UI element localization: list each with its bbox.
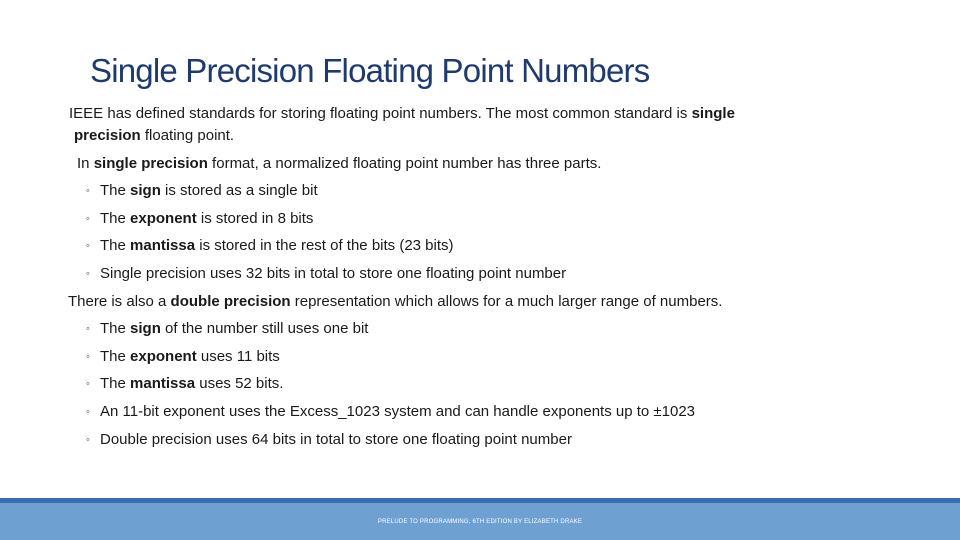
bullet-text: The bbox=[100, 182, 131, 199]
paragraph-text: format, a normalized floating point number has three parts. bbox=[207, 155, 602, 172]
bullet-text: The bbox=[100, 237, 131, 254]
bullet-item bbox=[86, 236, 454, 256]
paragraph-bold: single precision bbox=[93, 155, 208, 172]
paragraph-bold: single bbox=[691, 105, 735, 122]
bullet-item bbox=[86, 181, 318, 201]
paragraph-bold: precision bbox=[74, 127, 141, 144]
bullet-item bbox=[86, 374, 283, 394]
bullet-marker: ◦ bbox=[86, 213, 90, 225]
slide-title: Single Precision Floating Point Numbers bbox=[90, 52, 650, 89]
bullet-item bbox=[86, 402, 695, 422]
paragraph-text: IEEE has defined standards for storing floating point numbers. The most common standard is bbox=[69, 105, 692, 122]
bullet-marker: ◦ bbox=[86, 406, 90, 418]
bullet-bold: mantissa bbox=[130, 237, 196, 254]
bullet-bold: exponent bbox=[130, 348, 197, 365]
paragraph-text: In bbox=[77, 155, 94, 172]
paragraph-text: representation which allows for a much larger range of numbers. bbox=[290, 293, 723, 310]
bullet-text: Single precision uses 32 bits in total to store one floating point number bbox=[100, 265, 567, 282]
bullet-marker: ◦ bbox=[86, 240, 90, 252]
bullet-marker: ◦ bbox=[86, 323, 90, 335]
paragraph-text: There is also a bbox=[68, 293, 171, 310]
bullet-item bbox=[86, 319, 368, 339]
bullet-bold: sign bbox=[130, 182, 161, 199]
bullet-text: The bbox=[100, 348, 131, 365]
paragraph-text: floating point. bbox=[140, 127, 235, 144]
bullet-marker: ◦ bbox=[86, 185, 90, 197]
bullet-text: The bbox=[100, 375, 131, 392]
bullet-item bbox=[86, 264, 566, 284]
paragraph-bold: double precision bbox=[170, 293, 291, 310]
bullet-text: of the number still uses one bit bbox=[160, 320, 369, 337]
footer-accent-strip bbox=[0, 498, 960, 503]
bullet-bold: mantissa bbox=[130, 375, 196, 392]
bullet-text: The bbox=[100, 320, 131, 337]
bullet-item bbox=[86, 209, 313, 229]
bullet-text: uses 52 bits. bbox=[195, 375, 284, 392]
paragraph-double-precision bbox=[68, 292, 722, 312]
paragraph-single-precision bbox=[77, 154, 601, 174]
bullet-text: is stored in the rest of the bits (23 bits) bbox=[195, 237, 454, 254]
paragraph-ieee-line2 bbox=[74, 126, 234, 146]
bullet-marker: ◦ bbox=[86, 378, 90, 390]
paragraph-ieee-line1 bbox=[69, 104, 735, 124]
footer-credit: PRELUDE TO PROGRAMMING, 6TH EDITION BY ELIZABETH DRAKE bbox=[377, 519, 583, 525]
bullet-text: is stored as a single bit bbox=[160, 182, 318, 199]
bullet-marker: ◦ bbox=[86, 434, 90, 446]
bullet-text: The bbox=[100, 210, 131, 227]
bullet-text: uses 11 bits bbox=[196, 348, 280, 365]
bullet-marker: ◦ bbox=[86, 268, 90, 280]
bullet-text: is stored in 8 bits bbox=[196, 210, 314, 227]
bullet-text: An 11-bit exponent uses the Excess_1023 system and can handle exponents up to ±1023 bbox=[100, 403, 696, 420]
bullet-item bbox=[86, 347, 280, 367]
bullet-marker: ◦ bbox=[86, 351, 90, 363]
bullet-text: Double precision uses 64 bits in total to store one floating point number bbox=[100, 431, 572, 448]
bullet-bold: exponent bbox=[130, 210, 197, 227]
bullet-item bbox=[86, 430, 572, 450]
bullet-bold: sign bbox=[130, 320, 161, 337]
